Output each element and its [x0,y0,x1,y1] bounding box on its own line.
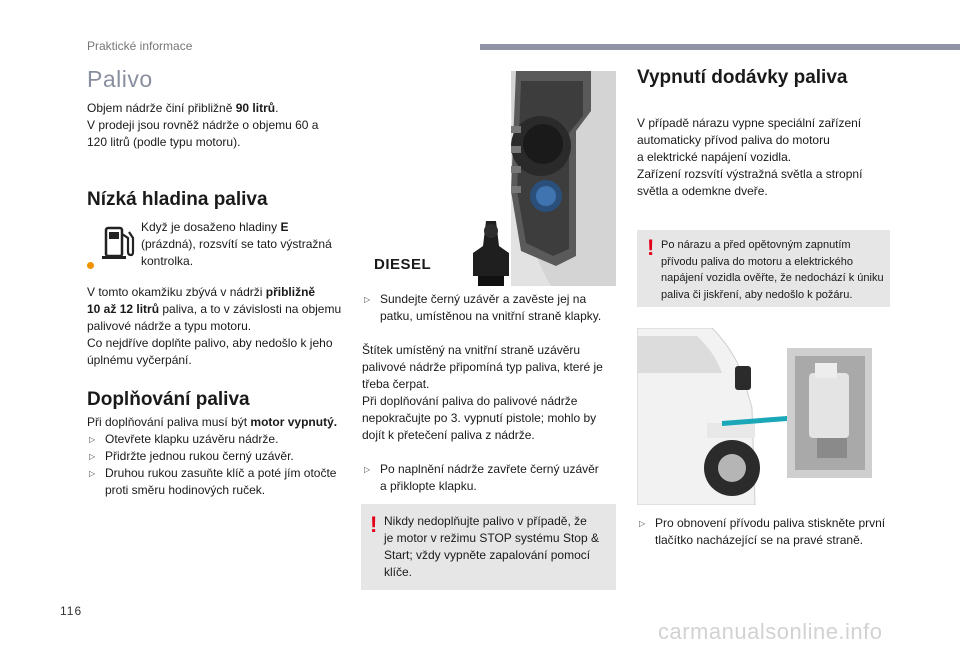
watermark: carmanualsonline.info [658,619,883,644]
low-level-title: Nízká hladina paliva [87,189,268,210]
low-level-paragraph: V tomto okamžiku zbývá v nádrži přibližně 10 až 12 litrů paliva, a to v závislosti na objemu palivové nádrže a typu motoru. Co nejdříve doplňte palivo, aby nedošlo k jeho úplnému vyčerpání. [87,285,342,367]
list-item: ▷ Otevřete klapku uzávěru nádrže. [87,431,357,448]
col2-text: ▷ Sundejte černý uzávěr a zavěste jej na patku, umístěnou na vnitřní straně klapky. Štítek umístěný na vnitřní straně uzávěru palivové nádrže připomíná typ paliva, které je třeba čerpat. Při doplňování paliva do palivové nádrže nepokračujte po 3. vypnutí pistole; mohlo by dojít k přetečení paliva z nádrže. ▷ Po naplnění nádrže zavřete černý uzávěr a přiklopte klapku. [362,291,612,495]
warning-exclamation-icon: ! [647,235,655,260]
low-level-icon-text: Když je dosaženo hladiny E (prázdná), rozsvítí se tato výstražná kontrolka. [141,220,332,268]
list-item: ▷ Přidržte jednou rukou černý uzávěr. [87,448,357,465]
list-item: ▷ Po naplnění nádrže zavřete černý uzávěr [362,461,612,478]
col3-bullet: ▷ Pro obnovení přívodu paliva stiskněte první tlačítko nacházející se na pravé straně. [637,515,890,549]
page-title: Palivo [87,66,153,92]
header-bar [480,44,960,50]
fuel-flap-photo [361,71,616,286]
fuel-pump-icon [98,222,138,262]
fuel-cutoff-title: Vypnutí dodávky paliva [637,67,848,88]
list-item: ▷ Druhou rukou zasuňte klíč a poté jím otočte [87,465,357,482]
diesel-label: DIESEL [374,256,432,273]
warning-exclamation-icon: ! [370,512,378,537]
tank-intro: Objem nádrže činí přibližně 90 litrů. V prodeji jsou rovněž nádrže o objemu 60 a 120 litrů (podle typu motoru). [87,101,319,149]
warning-box-stop-start: ! Nikdy nedoplňujte palivo v případě, že je motor v režimu STOP systému Stop & Start; vždy vypněte zapalování pomocí klíče. [361,504,616,590]
refuel-title: Doplňování paliva [87,389,250,410]
list-item: ▷ Sundejte černý uzávěr a zavěste jej na [362,291,612,308]
warning-indicator-dot [87,262,94,269]
van-inertia-switch-photo [637,328,890,505]
refuel-steps: Při doplňování paliva musí být motor vypnutý. ▷ Otevřete klapku uzávěru nádrže. ▷ Přidržte jednou rukou černý uzávěr. ▷ Druhou rukou zasuňte klíč a poté jím otočte proti směru hodinových ruček. [87,414,357,499]
page-number: 116 [60,604,83,618]
header-section-label: Praktické informace [87,39,193,53]
list-item: ▷ Pro obnovení přívodu paliva stiskněte první [637,515,890,532]
fuel-cutoff-paragraph: V případě nárazu vypne speciální zařízení automaticky přívod paliva do motoru a elektrické napájení vozidla. Zařízení rozsvítí výstražná světla a stropní světla a odemkne dveře. [637,116,863,198]
warning-box-crash: ! Po nárazu a před opětovným zapnutím přívodu paliva do motoru a elektrického napájení vozidla ověřte, že nedochází k úniku paliva či jiskření, aby nedošlo k požáru. [637,230,890,307]
